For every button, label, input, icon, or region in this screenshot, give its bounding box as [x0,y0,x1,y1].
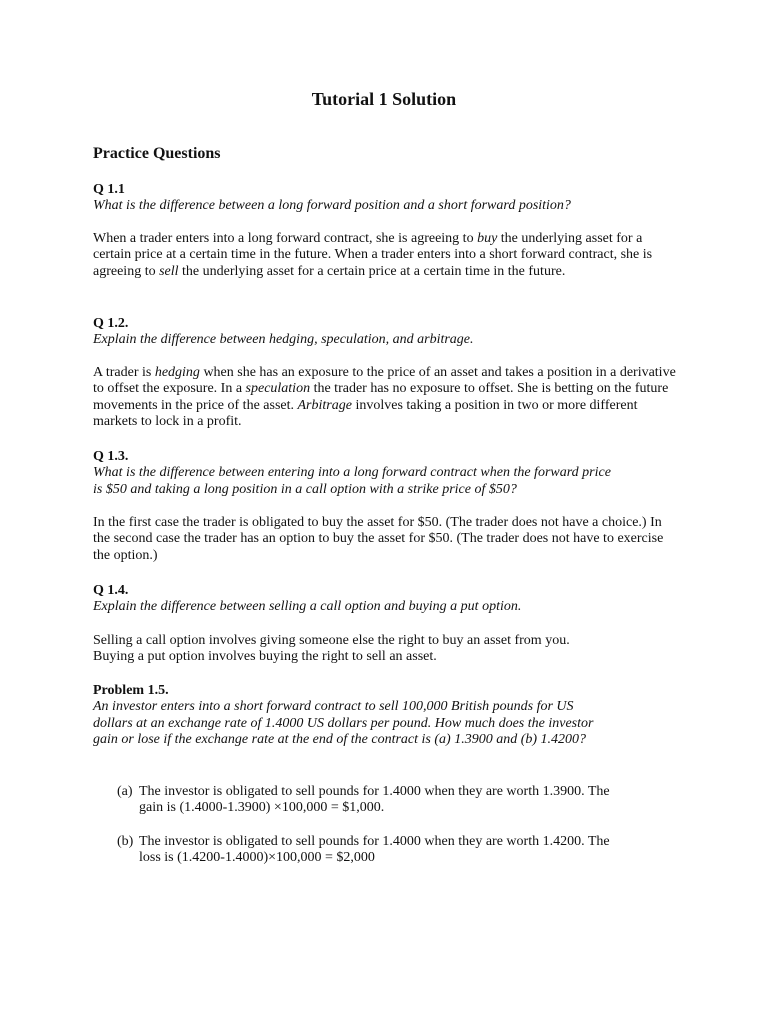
question-label: Q 1.2. [93,316,129,331]
question-label: Q 1.3. [93,449,129,464]
answer-1-2: A trader is hedging when she has an exposure to the price of an asset and takes a position in a derivative to offset the exposure. In a speculation the trader has no exposure to offset. She is betting on the future movements in the price of the asset. Arbitrage involves taking a position in two or more different markets to lock in a profit. [93,365,676,430]
question-1-3 [93,449,683,498]
answer-item-a: (a) The investor is obligated to sell pounds for 1.4000 when they are worth 1.3900. The gain is (1.4000-1.3900) ×100,000 = $1,000. [117,784,610,816]
problem-label: Problem 1.5. [93,683,169,698]
question-text: What is the difference between a long forward position and a short forward position? [93,198,571,214]
emphasis-arbitrage: Arbitrage [297,397,352,413]
question-text-line-2: is $50 and taking a long position in a call option with a strike price of $50? [93,481,517,497]
question-label: Q 1.4. [93,583,129,598]
answer-1-1: When a trader enters into a long forward contract, she is agreeing to buy the underlying asset for a certain price at a certain time in the future. When a trader enters into a short forward contract, she is agreeing to sell the underlying asset for a certain price at a certain time in the future. [93,231,653,279]
emphasis-hedging: hedging [154,365,200,380]
emphasis-sell: sell [159,263,179,279]
question-1-2 [93,316,683,349]
item-label: (b) [117,834,134,849]
answer-1-4: Selling a call option involves giving someone else the right to buy an asset from you. Buying a put option involves buying the right to sell an asset. [93,633,570,665]
question-1-1 [93,182,683,215]
question-1-4 [93,583,683,616]
item-label: (a) [117,784,133,799]
question-text: Explain the difference between selling a call option and buying a put option. [93,599,522,615]
problem-1-5 [93,683,683,749]
question-label: Q 1.1 [93,182,125,197]
section-heading: Practice Questions [93,145,221,162]
emphasis-speculation: speculation [245,381,311,397]
question-text: Explain the difference between hedging, speculation, and arbitrage. [93,332,474,348]
problem-text-line-2: dollars at an exchange rate of 1.4000 US dollars per pound. How much does the investor [93,715,594,731]
problem-text-line-3: gain or lose if the exchange rate at the end of the contract is (a) 1.3900 and (b) 1.4200? [93,732,587,748]
page-title: Tutorial 1 Solution [311,89,457,109]
question-text-line-1: What is the difference between entering into a long forward contract when the forward price [93,465,611,481]
emphasis-buy: buy [477,231,498,246]
problem-text-line-1: An investor enters into a short forward contract to sell 100,000 British pounds for US [93,699,574,715]
answer-item-b: (b) The investor is obligated to sell pounds for 1.4000 when they are worth 1.4200. The loss is (1.4200-1.4000)×100,000 = $2,000 [117,834,610,866]
answer-1-3: In the first case the trader is obligated to buy the asset for $50. (The trader does not have a choice.) In the second case the trader has an option to buy the asset for $50. (The trader does not have to exercise the option.) [93,515,664,563]
